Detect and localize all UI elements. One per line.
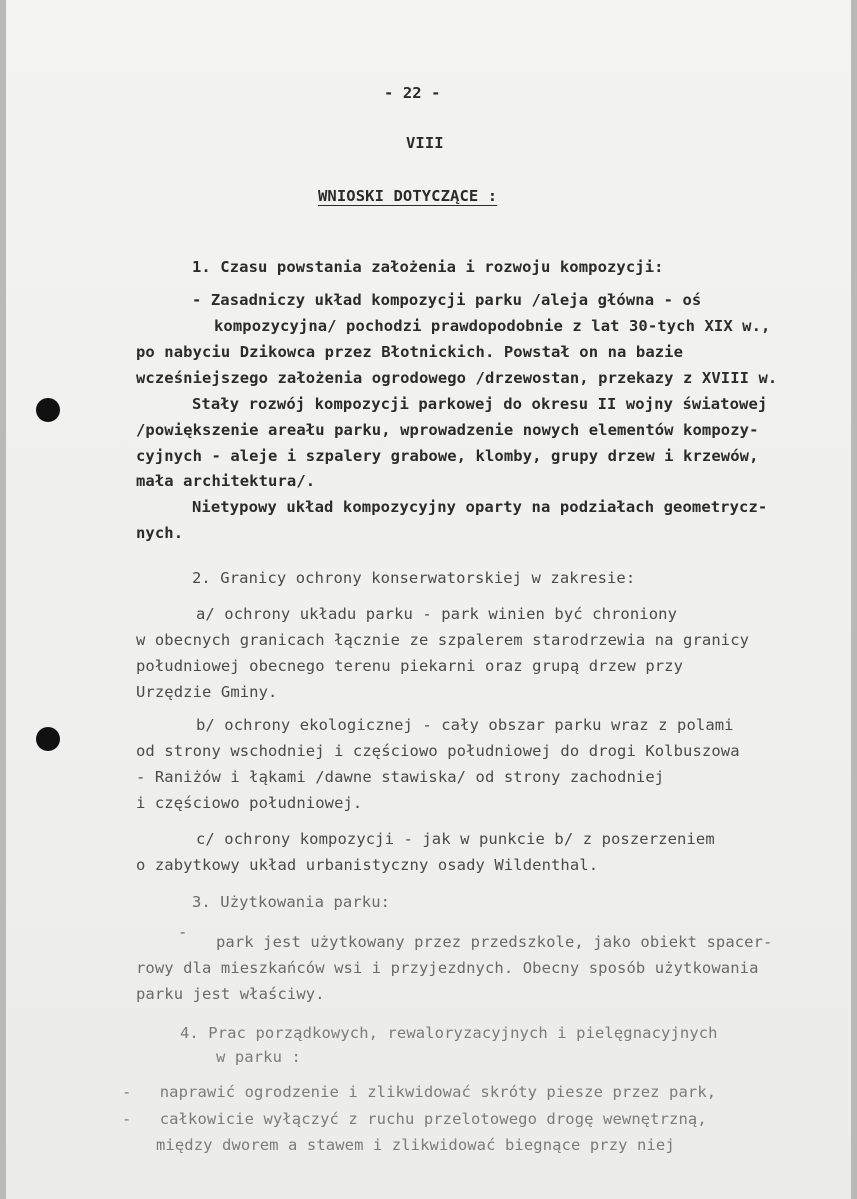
text-line: cyjnych - aleje i szpalery grabowe, klomby, grupy drzew i krzewów, <box>136 447 759 465</box>
text-line: wcześniejszego założenia ogrodowego /drzewostan, przekazy z XVIII w. <box>136 369 778 387</box>
text-line: w obecnych granicach łącznie ze szpalerem starodrzewia na granicy <box>136 631 750 649</box>
text-line: nych. <box>136 524 184 542</box>
punch-hole <box>36 398 60 422</box>
text-line: Stały rozwój kompozycji parkowej do okresu II wojny światowej <box>192 395 768 413</box>
text-line: - Zasadniczy układ kompozycji parku /aleja główna - oś <box>192 291 702 309</box>
text-line: kompozycyjna/ pochodzi prawdopodobnie z lat 30-tych XIX w., <box>214 317 771 335</box>
text-line: w parku : <box>216 1048 301 1066</box>
section-heading: WNIOSKI DOTYCZĄCE : <box>318 187 498 205</box>
text-line: od strony wschodniej i częściowo południowej do drogi Kolbuszowa <box>136 742 740 760</box>
text-line: po nabyciu Dzikowca przez Błotnickich. Powstał on na bazie <box>136 343 684 361</box>
text-line: c/ ochrony kompozycji - jak w punkcie b/ z poszerzeniem <box>196 830 715 848</box>
text-line: 2. Granicy ochrony konserwatorskiej w zakresie: <box>192 569 636 587</box>
text-line: 4. Prac porządkowych, rewaloryzacyjnych i pielęgnacyjnych <box>180 1024 718 1042</box>
text-line: a/ ochrony układu parku - park winien być chroniony <box>196 605 678 623</box>
page-number: - 22 - <box>384 84 441 102</box>
section-number: VIII <box>406 134 444 152</box>
text-line: i częściowo południowej. <box>136 794 363 812</box>
text-line: b/ ochrony ekologicznej - cały obszar parku wraz z polami <box>196 716 734 734</box>
text-line: 3. Użytkowania parku: <box>192 893 391 911</box>
text-line: o zabytkowy układ urbanistyczny osady Wildenthal. <box>136 856 599 874</box>
text-line: między dworem a stawem i zlikwidować biegnące przy niej <box>156 1136 675 1154</box>
text-line: - <box>178 923 188 941</box>
text-line: Urzędzie Gminy. <box>136 683 278 701</box>
text-line: /powiększenie areału parku, wprowadzenie nowych elementów kompozy- <box>136 421 759 439</box>
punch-hole <box>36 727 60 751</box>
text-line: Nietypowy układ kompozycyjny oparty na podziałach geometrycz- <box>192 498 768 516</box>
text-line: - całkowicie wyłączyć z ruchu przelotowego drogę wewnętrzną, <box>122 1110 707 1128</box>
text-line: park jest użytkowany przez przedszkole, jako obiekt spacer- <box>216 933 773 951</box>
text-line: 1. Czasu powstania założenia i rozwoju kompozycji: <box>192 258 664 276</box>
text-line: mała architektura/. <box>136 472 316 490</box>
text-line: rowy dla mieszkańców wsi i przyjezdnych. Obecny sposób użytkowania <box>136 959 759 977</box>
text-line: - naprawić ogrodzenie i zlikwidować skróty piesze przez park, <box>122 1083 717 1101</box>
text-line: - Raniżów i łąkami /dawne stawiska/ od strony zachodniej <box>136 768 665 786</box>
text-line: południowej obecnego terenu piekarni oraz grupą drzew przy <box>136 657 684 675</box>
text-line: parku jest właściwy. <box>136 985 325 1003</box>
